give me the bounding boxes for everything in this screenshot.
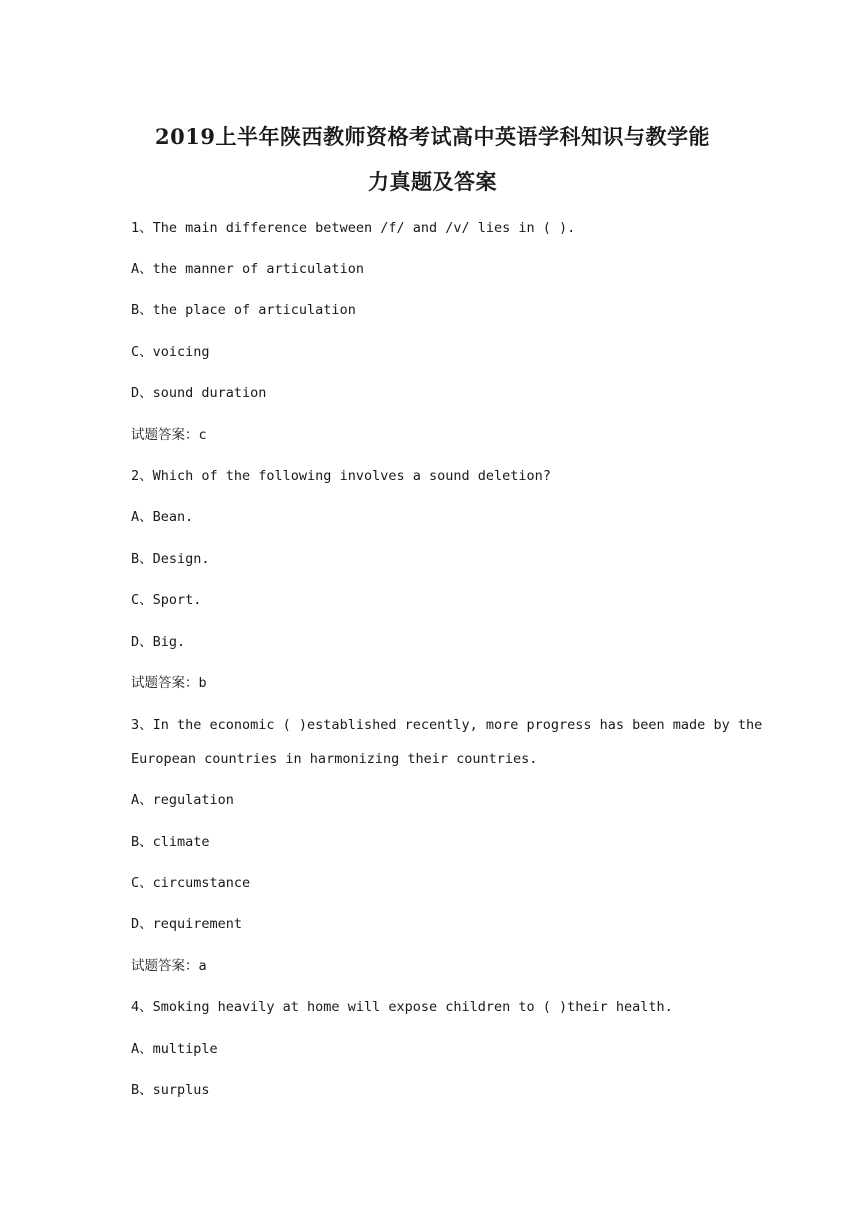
question-4-option-a: A、multiple (131, 1041, 218, 1057)
question-1-option-a: A、the manner of articulation (131, 261, 364, 277)
question-2-stem: 2、Which of the following involves a sound deletion? (131, 468, 551, 484)
question-3-stem-line-2: European countries in harmonizing their countries. (131, 751, 538, 767)
question-2-option-a: A、Bean. (131, 509, 194, 525)
question-2-option-c: C、Sport. (131, 592, 202, 608)
question-1-option-d: D、sound duration (131, 385, 267, 401)
question-2-option-d: D、Big. (131, 634, 186, 650)
question-4-option-b: B、surplus (131, 1082, 210, 1098)
question-4-stem: 4、Smoking heavily at home will expose children to ( )their health. (131, 999, 673, 1015)
question-1-option-c: C、voicing (131, 344, 210, 360)
question-1-answer: 试题答案：c (131, 427, 207, 443)
question-1-stem: 1、The main difference between /f/ and /v/ lies in ( ). (131, 220, 576, 236)
document-title-line-1: 2019上半年陕西教师资格考试高中英语学科知识与教学能 (155, 124, 710, 149)
question-3-option-c: C、circumstance (131, 875, 251, 891)
question-2-answer: 试题答案：b (131, 675, 207, 691)
document-title-line-2: 力真题及答案 (368, 169, 497, 194)
question-3-answer: 试题答案：a (131, 958, 207, 974)
question-3-option-b: B、climate (131, 834, 210, 850)
question-3-option-a: A、regulation (131, 792, 234, 808)
question-3-option-d: D、requirement (131, 916, 243, 932)
question-3-stem-line-1: 3、In the economic ( )established recently, more progress has been made by the (131, 717, 763, 733)
question-2-option-b: B、Design. (131, 551, 210, 567)
question-1-option-b: B、the place of articulation (131, 302, 356, 318)
